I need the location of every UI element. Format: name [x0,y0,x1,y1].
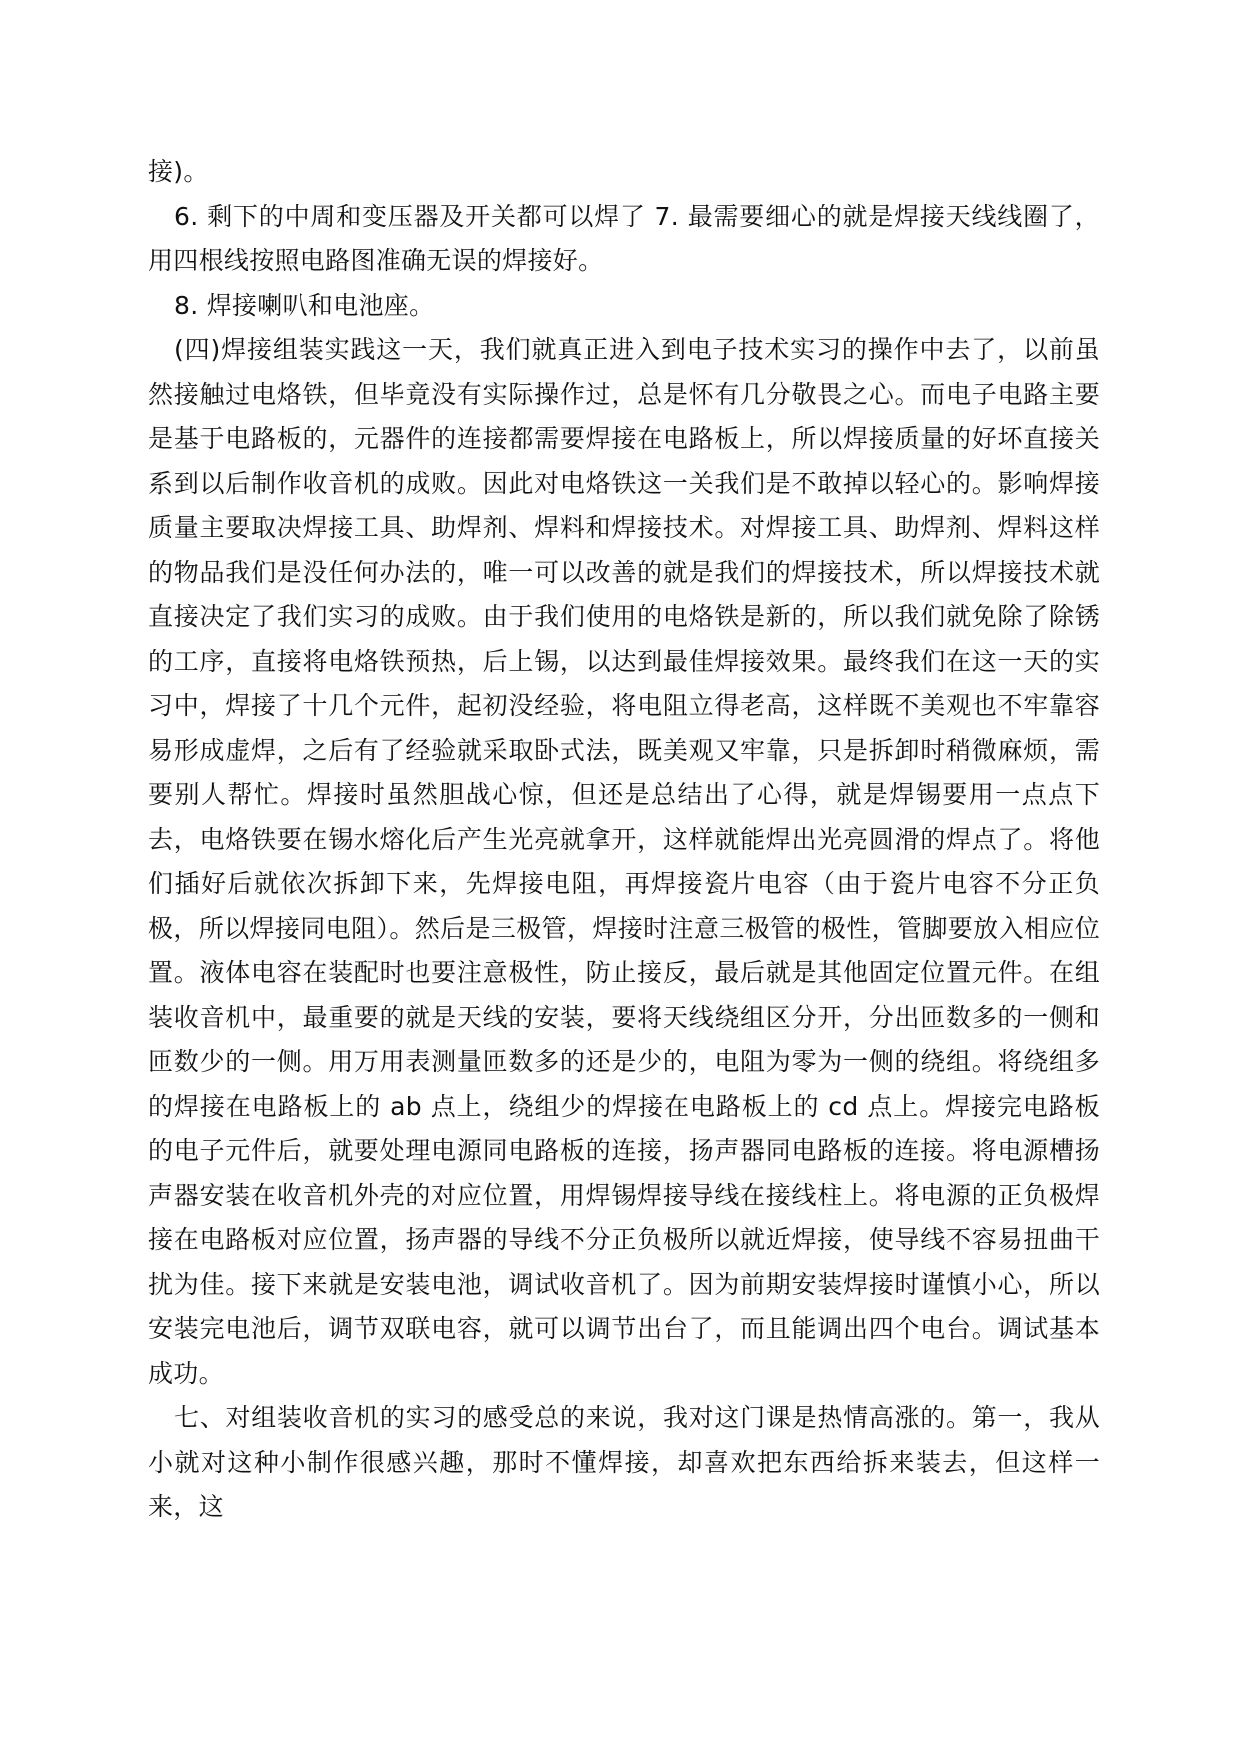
paragraph-welding-practice: (四)焊接组装实践这一天，我们就真正进入到电子技术实习的操作中去了，以前虽然接触过电烙铁，但毕竟没有实际操作过，总是怀有几分敬畏之心。而电子电路主要是基于电路板的，元器件的连接都需要焊接在电路板上，所以焊接质量的好坏直接关系到以后制作收音机的成败。因此对电烙铁这一关我们是不敢掉以轻心的。影响焊接质量主要取决焊接工具、助焊剂、焊料和焊接技术。对焊接工具、助焊剂、焊料这样的物品我们是没任何办法的，唯一可以改善的就是我们的焊接技术，所以焊接技术就直接决定了我们实习的成败。由于我们使用的电烙铁是新的，所以我们就免除了除锈的工序，直接将电烙铁预热，后上锡，以达到最佳焊接效果。最终我们在这一天的实习中，焊接了十几个元件，起初没经验，将电阻立得老高，这样既不美观也不牢靠容易形成虚焊，之后有了经验就采取卧式法，既美观又牢靠，只是拆卸时稍微麻烦，需要别人帮忙。焊接时虽然胆战心惊，但还是总结出了心得，就是焊锡要用一点点下去，电烙铁要在锡水熔化后产生光亮就拿开，这样就能焊出光亮圆滑的焊点了。将他们插好后就依次拆卸下来，先焊接电阻，再焊接瓷片电容（由于瓷片电容不分正负极，所以焊接同电阻）。然后是三极管，焊接时注意三极管的极性，管脚要放入相应位置。液体电容在装配时也要注意极性，防止接反，最后就是其他固定位置元件。在组装收音机中，最重要的就是天线的安装，要将天线绕组区分开，分出匝数多的一侧和匝数少的一侧。用万用表测量匝数多的还是少的，电阻为零为一侧的绕组。将绕组多的焊接在电路板上的 ab 点上，绕组少的焊接在电路板上的 cd 点上。焊接完电路板的电子元件后，就要处理电源同电路板的连接，扬声器同电路板的连接。将电源槽扬声器安装在收音机外壳的对应位置，用焊锡焊接导线在接线柱上。将电源的正负极焊接在电路板对应位置，扬声器的导线不分正负极所以就近焊接，使导线不容易扭曲干扰为佳。接下来就是安装电池，调试收音机了。因为前期安装焊接时谨慎小心，所以安装完电池后，调节双联电容，就可以调节出台了，而且能调出四个电台。调试基本成功。 [148,335,1100,1388]
paragraph-continuation: 接)。 [148,157,209,186]
paragraph-step-8: 8. 焊接喇叭和电池座。 [174,290,435,320]
paragraph-section-7: 七、对组装收音机的实习的感受总的来说，我对这门课是热情高涨的。第一，我从小就对这种小制作很感兴趣，那时不懂焊接，却喜欢把东西给拆来装去，但这样一来，这 [148,1403,1100,1521]
paragraph-step-6-7: 6. 剩下的中周和变压器及开关都可以焊了 7. 最需要细心的就是焊接天线线圈了，用四根线按照电路图准确无误的焊接好。 [148,201,1100,275]
document-page [148,150,1100,1530]
